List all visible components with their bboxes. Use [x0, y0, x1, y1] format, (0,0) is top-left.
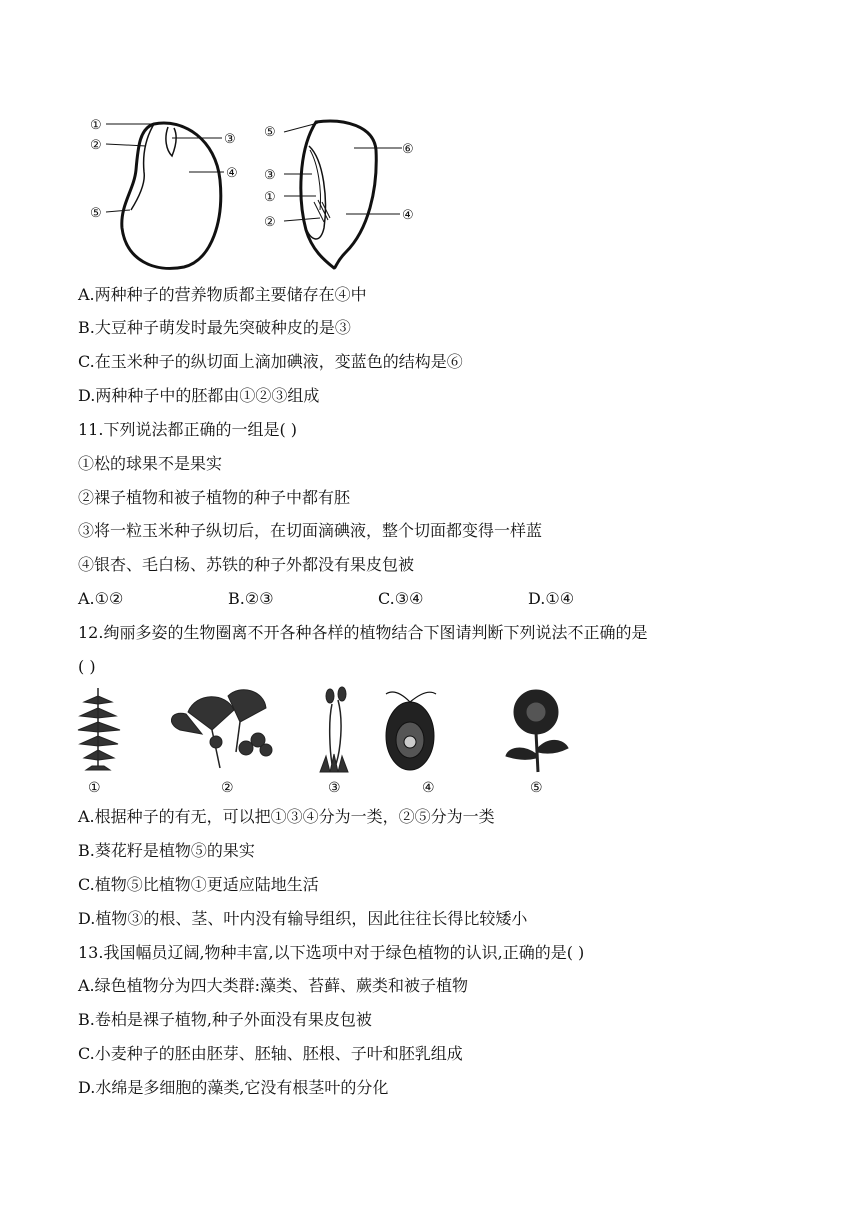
q13-stem: 13.我国幅员辽阔,物种丰富,以下选项中对于绿色植物的认识,正确的是( ) — [78, 943, 585, 962]
q10-option-a: A.两种种子的营养物质都主要储存在④中 — [78, 285, 367, 304]
bean-seed-diagram — [106, 123, 224, 268]
marker: ③ — [264, 168, 276, 183]
q11-option-d: D.①④ — [528, 589, 575, 608]
fern-illustration — [78, 688, 120, 770]
ginkgo-illustration — [171, 690, 272, 768]
q10-option-c: C.在玉米种子的纵切面上滴加碘液，变蓝色的结构是⑥ — [78, 352, 463, 371]
marker: ⑤ — [90, 206, 102, 221]
q12-stem: 12.绚丽多姿的生物圈离不开各种各样的植物结合下图请判断下列说法不正确的是 — [78, 623, 648, 642]
q11-statement-3: ③将一粒玉米种子纵切后，在切面滴碘液，整个切面都变得一样蓝 — [78, 521, 543, 540]
q13-option-d: D.水绵是多细胞的藻类,它没有根茎叶的分化 — [78, 1078, 389, 1097]
q12-option-c: C.植物⑤比植物①更适应陆地生活 — [78, 875, 319, 894]
q13-option-b: B.卷柏是裸子植物,种子外面没有果皮包被 — [78, 1010, 372, 1029]
q13-option-c: C.小麦种子的胚由胚芽、胚轴、胚根、子叶和胚乳组成 — [78, 1044, 463, 1063]
plant-label: ⑤ — [530, 780, 543, 796]
q12-stem-cont: ( ) — [78, 657, 96, 676]
marker: ① — [90, 118, 102, 133]
marker: ① — [264, 190, 276, 205]
q11-statement-4: ④银杏、毛白杨、苏铁的种子外都没有果皮包被 — [78, 555, 415, 574]
bean-seed-markers — [90, 118, 238, 221]
corn-seed-diagram — [284, 121, 402, 268]
marker: ② — [90, 138, 102, 153]
marker: ② — [264, 215, 276, 230]
marker: ⑤ — [264, 125, 276, 140]
q11-option-b: B.②③ — [228, 589, 274, 608]
q10-option-d: D.两种种子中的胚都由①②③组成 — [78, 386, 320, 405]
plants-figure — [70, 682, 590, 798]
algae-illustration — [386, 692, 436, 770]
q11-stem: 11.下列说法都正确的一组是( ) — [78, 420, 298, 439]
marker: ③ — [224, 132, 236, 147]
q11-options — [78, 589, 778, 609]
plant-label: ③ — [328, 780, 341, 796]
plant-labels — [88, 780, 543, 796]
q11-statement-1: ①松的球果不是果实 — [78, 454, 223, 473]
moss-illustration — [320, 687, 348, 772]
plant-label: ② — [221, 780, 234, 796]
q10-option-b: B.大豆种子萌发时最先突破种皮的是③ — [78, 318, 351, 337]
q12-option-a: A.根据种子的有无，可以把①③④分为一类，②⑤分为一类 — [78, 807, 495, 826]
sunflower-illustration — [506, 690, 568, 772]
seed-structure-figure — [84, 110, 424, 275]
plant-label: ① — [88, 780, 101, 796]
q11-option-a: A.①② — [78, 589, 124, 608]
marker: ④ — [226, 166, 238, 181]
marker: ④ — [402, 208, 414, 223]
q13-option-a: A.绿色植物分为四大类群:藻类、苔藓、蕨类和被子植物 — [78, 976, 469, 995]
q12-option-b: B.葵花籽是植物⑤的果实 — [78, 841, 255, 860]
q11-statement-2: ②裸子植物和被子植物的种子中都有胚 — [78, 488, 351, 507]
q12-option-d: D.植物③的根、茎、叶内没有输导组织，因此往往长得比较矮小 — [78, 909, 528, 928]
q11-option-c: C.③④ — [378, 589, 424, 608]
marker: ⑥ — [402, 142, 414, 157]
plant-label: ④ — [422, 780, 435, 796]
